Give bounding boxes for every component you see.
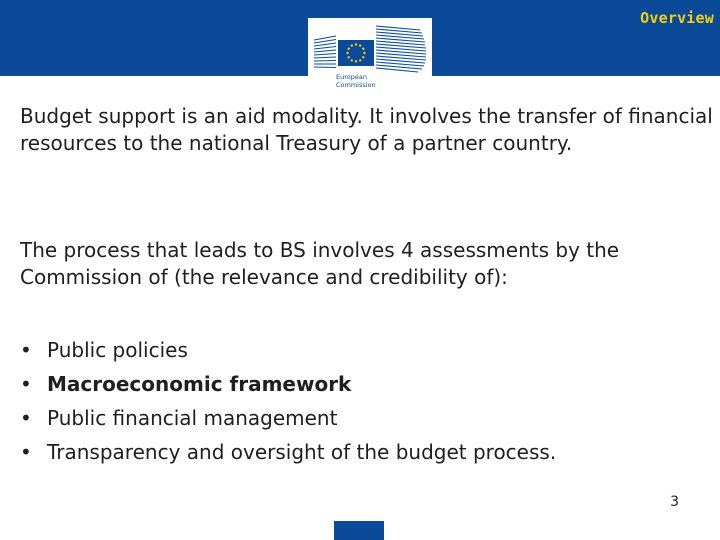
list-item-text: Public policies — [47, 338, 188, 362]
logo-text-line2: Commission — [336, 80, 376, 89]
commission-building-icon — [308, 18, 432, 74]
slide-section-title: Overview — [640, 9, 714, 27]
assessment-list — [20, 333, 700, 469]
european-commission-logo — [308, 18, 432, 100]
process-paragraph: The process that leads to BS involves 4 assessments by the Commission of (the relevance and credibility of): — [20, 238, 620, 289]
bullet-icon: • — [20, 372, 32, 396]
intro-paragraph: Budget support is an aid modality. It involves the transfer of financial resources to the national Treasury of a partner country. — [20, 104, 713, 155]
list-item — [20, 367, 700, 401]
list-item — [20, 333, 700, 367]
list-item-text: Public financial management — [47, 406, 338, 430]
bullet-icon: • — [20, 338, 32, 362]
list-item — [20, 435, 700, 469]
bullet-icon: • — [20, 406, 32, 430]
list-item-text: Macroeconomic framework — [47, 372, 352, 396]
logo-text-line1: European — [336, 73, 367, 81]
bullet-icon: • — [20, 440, 32, 464]
page-number: 3 — [670, 494, 679, 510]
logo-text — [336, 74, 376, 89]
footer-strip — [334, 521, 384, 540]
list-item-text: Transparency and oversight of the budget process. — [47, 440, 557, 464]
list-item — [20, 401, 700, 435]
